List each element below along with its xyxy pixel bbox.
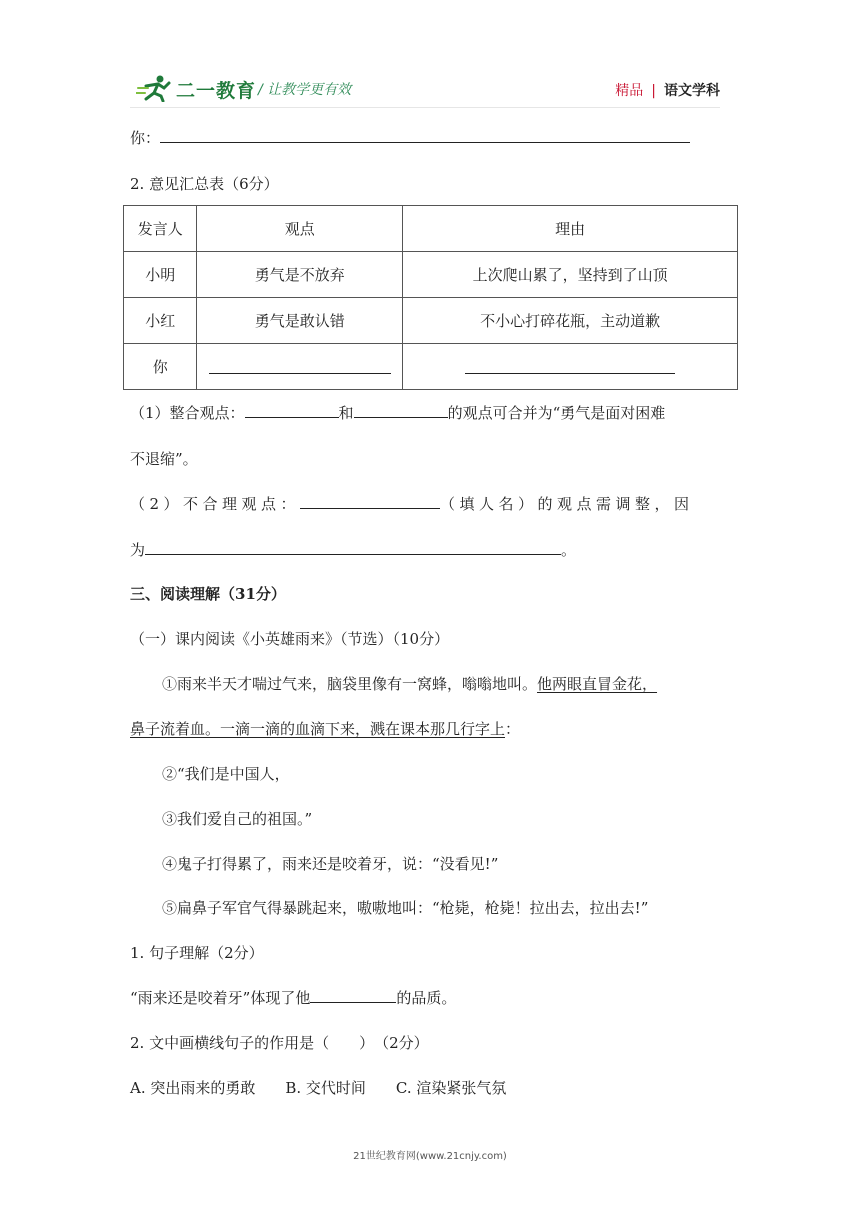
p2-line2-suffix: 。 xyxy=(561,541,577,559)
p1-blank-1[interactable] xyxy=(245,403,339,418)
p1-suffix: 的观点可合并为“勇气是面对困难 xyxy=(447,404,666,422)
p1-mid: 和 xyxy=(338,404,354,422)
passage-para1-line2 xyxy=(130,719,520,739)
answer-line-you xyxy=(130,128,690,148)
table-row xyxy=(124,344,738,390)
p2-blank-2[interactable] xyxy=(145,540,561,555)
opinion-blank[interactable] xyxy=(209,355,391,374)
header-divider xyxy=(130,107,720,108)
header-opinion: 观点 xyxy=(197,206,403,252)
q1-prefix: “雨来还是咬着牙”体现了他 xyxy=(130,989,311,1007)
q2-title: 2. 意见汇总表（6分） xyxy=(130,175,279,193)
p2-suffix: （填人名）的观点需调整，因 xyxy=(440,495,694,513)
para1-end: ： xyxy=(505,720,521,738)
slogan: / 让教学更有效 xyxy=(258,82,352,98)
q2-part2-line2 xyxy=(130,540,576,560)
q2-part1-line1 xyxy=(130,403,665,423)
answer-blank[interactable] xyxy=(160,128,690,143)
section3-subtitle: （一）课内阅读《小英雄雨来》（节选）（10分） xyxy=(130,630,450,648)
p2-blank-1[interactable] xyxy=(300,494,440,509)
table-header-row xyxy=(124,206,738,252)
q2-part1-line2: 不退缩”。 xyxy=(130,450,198,468)
header-speaker: 发言人 xyxy=(124,206,197,252)
reading-q1-line xyxy=(130,988,456,1008)
para1-plain: ①雨来半天才喘过气来，脑袋里像有一窝蜂，嗡嗡地叫。 xyxy=(162,675,538,693)
q1-blank[interactable] xyxy=(310,988,396,1003)
row-reason: 上次爬山累了，坚持到了山顶 xyxy=(403,252,738,298)
row-speaker: 小红 xyxy=(124,298,197,344)
reason-blank[interactable] xyxy=(465,355,675,374)
p1-prefix: （1）整合观点： xyxy=(130,404,245,422)
you-label: 你： xyxy=(130,129,161,147)
page-footer: 21世纪教育网(www.21cnjy.com) xyxy=(353,1151,507,1162)
opinion-table xyxy=(123,205,738,390)
passage-para4: ④鬼子打得累了，雨来还是咬着牙，说：“没看见!” xyxy=(162,855,499,873)
header-right xyxy=(615,80,720,100)
para1-underlined-1: 他两眼直冒金花， xyxy=(537,675,658,693)
row-opinion-blank-cell xyxy=(197,344,403,390)
row-speaker: 你 xyxy=(124,344,197,390)
section3-title: 三、阅读理解（31分） xyxy=(130,585,286,603)
reading-q2-title: 2. 文中画横线句子的作用是（ ） （2分） xyxy=(130,1034,429,1052)
row-reason-blank-cell xyxy=(403,344,738,390)
header-separator: | xyxy=(651,83,656,99)
para1-underlined-2: 鼻子流着血。一滴一滴的血滴下来，溅在课本那几行字上 xyxy=(130,720,506,738)
logo-text: 二一教育 xyxy=(176,80,257,102)
reading-q2-options: A. 突出雨来的勇敢 B. 交代时间 C. 渲染紧张气氛 xyxy=(130,1079,507,1097)
row-opinion: 勇气是不放弃 xyxy=(197,252,403,298)
q1-suffix: 的品质。 xyxy=(396,989,457,1007)
row-opinion: 勇气是敢认错 xyxy=(197,298,403,344)
p2-prefix: （2）不合理观点： xyxy=(130,495,301,513)
subject-label: 语文学科 xyxy=(664,83,720,99)
p2-line2-prefix: 为 xyxy=(130,541,146,559)
running-person-icon xyxy=(136,74,174,102)
quality-tag: 精品 xyxy=(615,83,644,99)
reading-q1-title: 1. 句子理解（2分） xyxy=(130,944,264,962)
row-speaker: 小明 xyxy=(124,252,197,298)
header-reason: 理由 xyxy=(403,206,738,252)
p1-blank-2[interactable] xyxy=(354,403,448,418)
q2-part2-line1 xyxy=(130,494,694,514)
table-row xyxy=(124,252,738,298)
passage-para5: ⑤扁鼻子军官气得暴跳起来，嗷嗷地叫：“枪毙，枪毙！拉出去，拉出去!” xyxy=(162,899,649,917)
page-header xyxy=(130,72,720,106)
row-reason: 不小心打碎花瓶，主动道歉 xyxy=(403,298,738,344)
passage-para2: ②“我们是中国人， xyxy=(162,765,290,783)
passage-para3: ③我们爱自己的祖国。” xyxy=(162,810,313,828)
passage-para1-line1 xyxy=(162,674,657,694)
table-row xyxy=(124,298,738,344)
